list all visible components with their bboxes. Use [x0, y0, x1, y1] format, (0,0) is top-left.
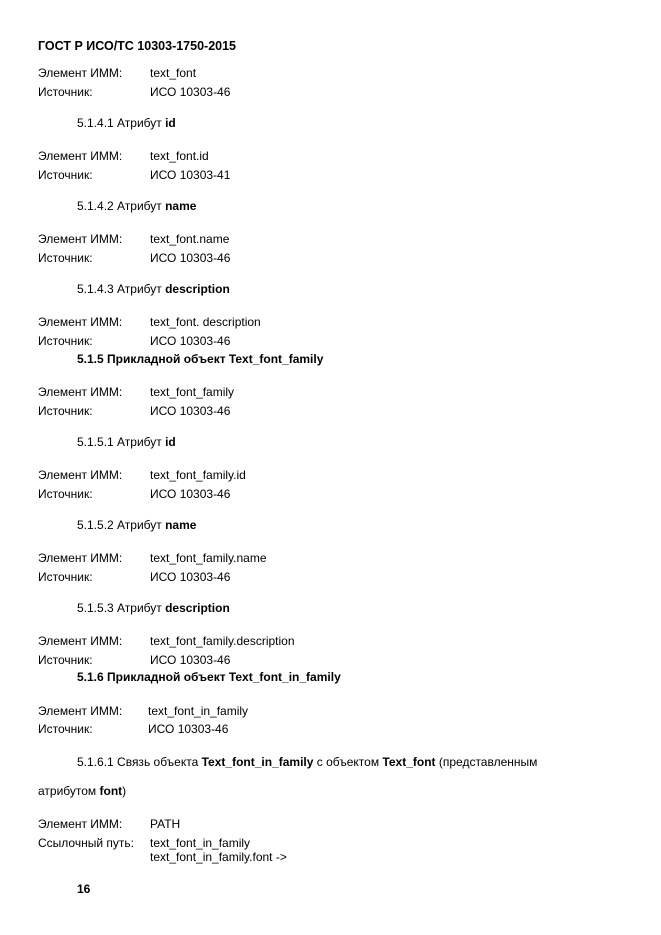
page-number: 16 — [77, 882, 91, 896]
source-label: Источник: — [38, 334, 93, 348]
section-heading-continuation: атрибутом font) — [38, 784, 127, 798]
section-heading: 5.1.6 Прикладной объект Text_font_in_family — [77, 670, 341, 684]
element-value: text_font. description — [150, 315, 261, 329]
source-value: ИСО 10303-46 — [150, 487, 231, 501]
section-heading: 5.1.5 Прикладной объект Text_font_family — [77, 352, 324, 366]
source-value: ИСО 10303-46 — [150, 404, 231, 418]
element-value: PATH — [150, 817, 181, 831]
element-value: text_font — [150, 66, 197, 80]
reference-path-line: text_font_in_family — [150, 836, 251, 850]
element-label: Элемент ИММ: — [38, 232, 123, 246]
reference-path-line: text_font_in_family.font -> — [150, 850, 287, 864]
source-value: ИСО 10303-46 — [148, 722, 229, 736]
section-heading: 5.1.6.1 Связь объекта Text_font_in_family с объектом Text_font (представленным — [77, 755, 538, 769]
source-label: Источник: — [38, 653, 93, 667]
source-value: ИСО 10303-46 — [150, 334, 231, 348]
source-label: Источник: — [38, 251, 93, 265]
document-header: ГОСТ Р ИСО/ТС 10303-1750-2015 — [38, 39, 237, 53]
source-value: ИСО 10303-46 — [150, 85, 231, 99]
element-label: Элемент ИММ: — [38, 385, 123, 399]
section-heading: 5.1.5.1 Атрибут id — [77, 435, 176, 449]
source-value: ИСО 10303-46 — [150, 570, 231, 584]
element-value: text_font.name — [150, 232, 230, 246]
section-heading: 5.1.4.2 Атрибут name — [77, 199, 197, 213]
source-value: ИСО 10303-46 — [150, 251, 231, 265]
source-label: Источник: — [38, 85, 93, 99]
element-label: Элемент ИММ: — [38, 634, 123, 648]
section-heading: 5.1.5.3 Атрибут description — [77, 601, 230, 615]
element-value: text_font_family — [150, 385, 235, 399]
source-value: ИСО 10303-46 — [150, 653, 231, 667]
source-label: Источник: — [38, 168, 93, 182]
source-label: Источник: — [38, 570, 93, 584]
element-label: Элемент ИММ: — [38, 468, 123, 482]
element-label: Элемент ИММ: — [38, 551, 123, 565]
element-value: text_font_family.name — [150, 551, 267, 565]
element-label: Элемент ИММ: — [38, 315, 123, 329]
reference-path-label: Ссылочный путь: — [38, 836, 134, 850]
element-value: text_font_family.description — [150, 634, 295, 648]
source-value: ИСО 10303-41 — [150, 168, 231, 182]
section-heading: 5.1.4.3 Атрибут description — [77, 282, 230, 296]
element-value: text_font_in_family — [148, 704, 249, 718]
element-value: text_font.id — [150, 149, 209, 163]
source-label: Источник: — [38, 404, 93, 418]
element-label: Элемент ИММ: — [38, 817, 123, 831]
element-label: Элемент ИММ: — [38, 66, 123, 80]
element-label: Элемент ИММ: — [38, 704, 123, 718]
section-heading: 5.1.5.2 Атрибут name — [77, 518, 197, 532]
source-label: Источник: — [38, 722, 93, 736]
source-label: Источник: — [38, 487, 93, 501]
element-label: Элемент ИММ: — [38, 149, 123, 163]
section-heading: 5.1.4.1 Атрибут id — [77, 116, 176, 130]
element-value: text_font_family.id — [150, 468, 246, 482]
